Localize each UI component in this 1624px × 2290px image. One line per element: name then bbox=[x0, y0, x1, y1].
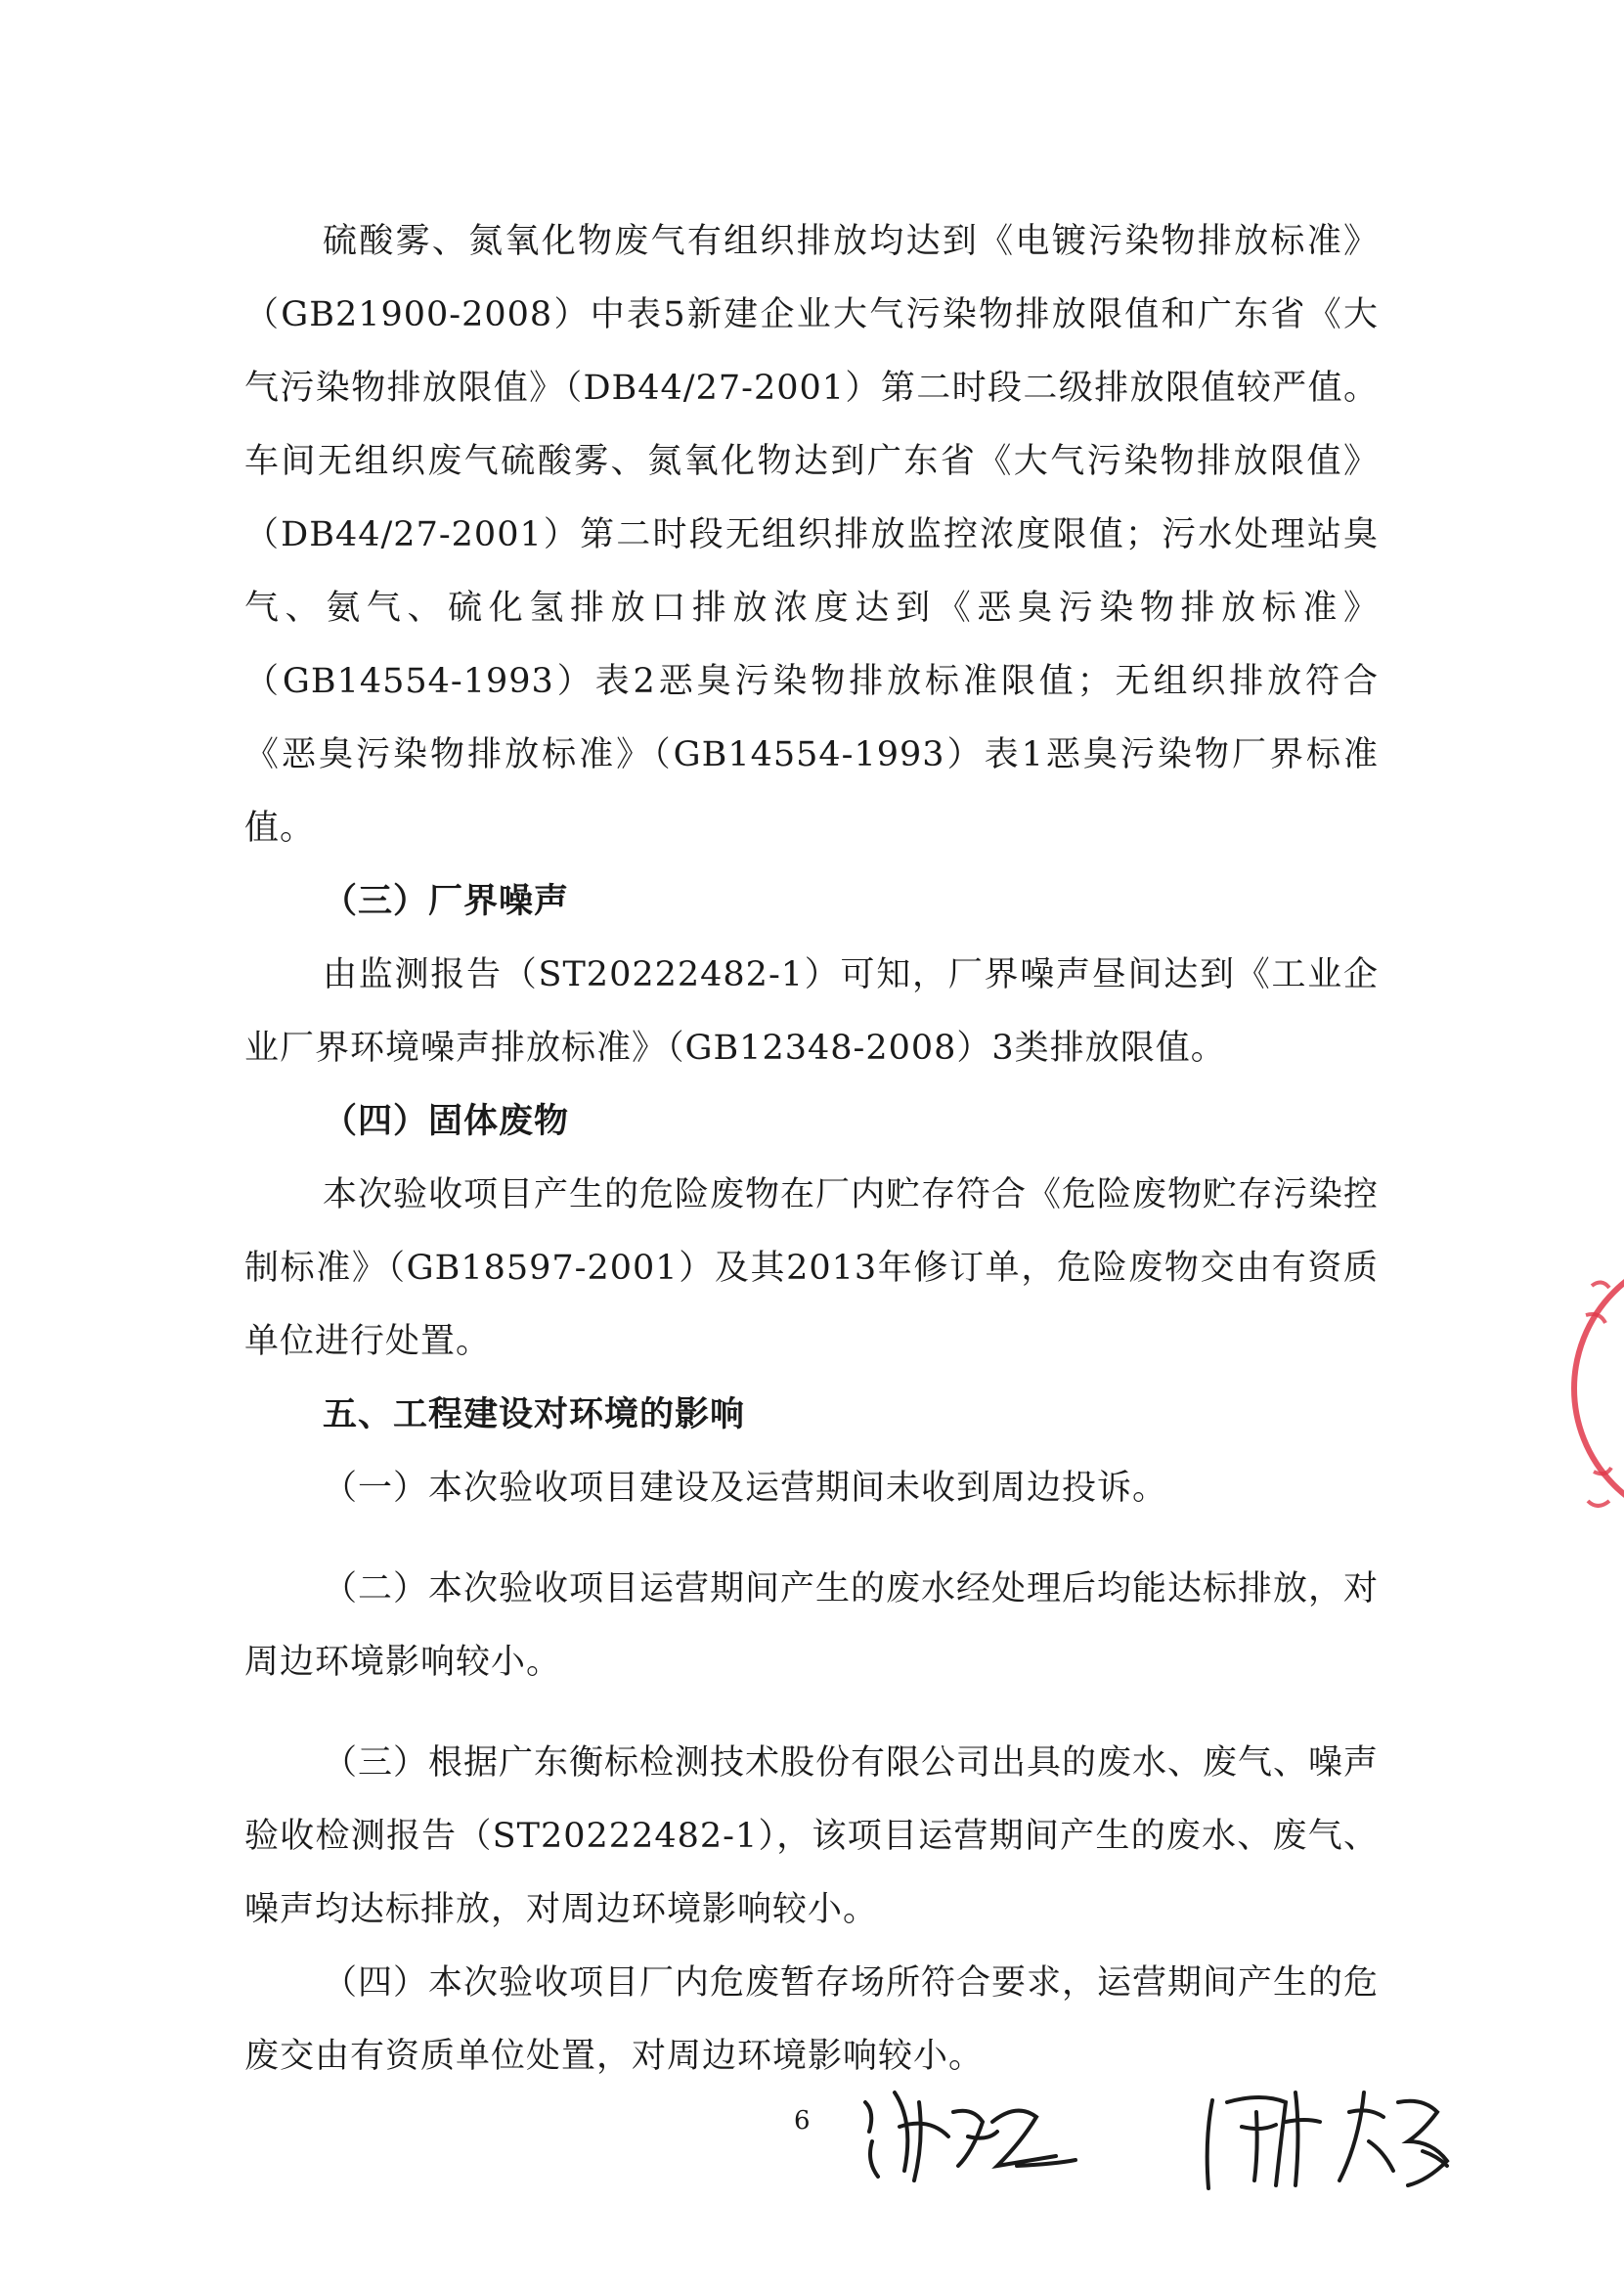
paragraph-solid-waste: 本次验收项目产生的危险废物在厂内贮存符合《危险废物贮存污染控制标准》（GB18597-2001）及其2013年修订单，危险废物交由有资质单位进行处置。 bbox=[244, 1175, 1380, 1361]
seal-stamp bbox=[1564, 1227, 1624, 1550]
page-number: 6 bbox=[794, 2106, 811, 2136]
paragraph-noise: 由监测报告（ST20222482-1）可知，厂界噪声昼间达到《工业企业厂界环境噪声排放标准》（GB12348-2008）3类排放限值。 bbox=[244, 955, 1379, 1068]
impact-item-4: （四）本次验收项目厂内危废暂存场所符合要求，运营期间产生的危废交由有资质单位处置，对周边环境影响较小。 bbox=[244, 1963, 1380, 2076]
signature-1 bbox=[865, 2092, 1075, 2180]
heading-solid-waste: （四）固体废物 bbox=[323, 1102, 570, 1141]
impact-item-2: （二）本次验收项目运营期间产生的废水经处理后均能达标排放，对周边环境影响较小。 bbox=[244, 1569, 1380, 1682]
paragraph-emissions: 硫酸雾、氮氧化物废气有组织排放均达到《电镀污染物排放标准》（GB21900-2008）中表5新建企业大气污染物排放限值和广东省《大气污染物排放限值》（DB44/27-2001）第二时段二级排放限值较严值。车间无组织废气硫酸雾、氮氧化物达到广东省《大气污染物排放限值》（DB44/27-2001）第二时段无组织排放监控浓度限值；污水处理站臭气、氨气、硫化氢排放口排放浓度达到《恶臭污染物排放标准》（GB14554-1993）表2恶臭污染物排放标准限值；无组织排放符合《恶臭污染物排放标准》（GB14554-1993）表1恶臭污染物厂界标准值。 bbox=[244, 222, 1379, 848]
heading-noise: （三）厂界噪声 bbox=[323, 882, 570, 921]
signature-2 bbox=[1207, 2092, 1447, 2188]
body-text bbox=[244, 205, 1379, 2093]
impact-item-3: （三）根据广东衡标检测技术股份有限公司出具的废水、废气、噪声验收检测报告（ST20222482-1），该项目运营期间产生的废水、废气、噪声均达标排放，对周边环境影响较小。 bbox=[244, 1743, 1380, 1929]
heading-environmental-impact: 五、工程建设对环境的影响 bbox=[323, 1395, 746, 1434]
impact-item-1: （一）本次验收项目建设及运营期间未收到周边投诉。 bbox=[323, 1469, 1168, 1508]
